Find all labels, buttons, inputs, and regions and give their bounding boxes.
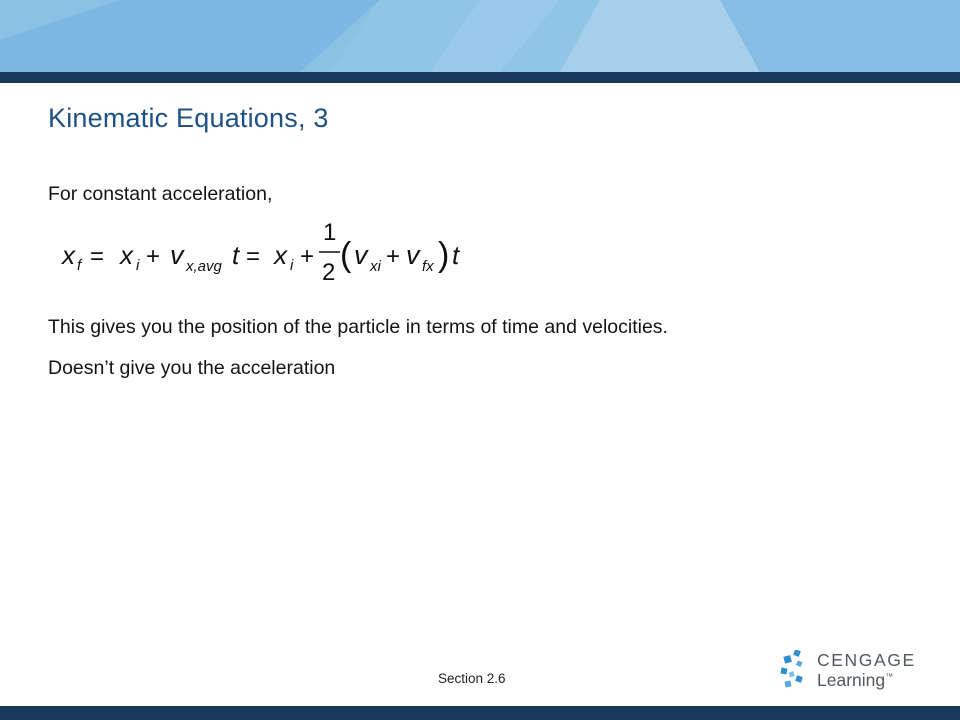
- eq-t-symbol: t: [452, 240, 460, 270]
- eq-t-symbol: t: [232, 240, 240, 270]
- slide-title: Kinematic Equations, 3: [48, 103, 329, 133]
- logo-learning-text: Learning: [817, 670, 886, 690]
- eq-equals-2: =: [246, 243, 261, 270]
- cengage-mark-icon: [780, 650, 810, 690]
- acceleration-note: Doesn’t give you the acceleration: [48, 357, 336, 379]
- eq-v-symbol: v: [170, 240, 184, 270]
- banner-graphic: [0, 0, 960, 72]
- eq-plus-3: +: [386, 243, 401, 270]
- intro-text: For constant acceleration,: [48, 183, 273, 205]
- eq-fraction-numerator: 1: [323, 219, 337, 246]
- logo-wordmark-top: CENGAGE: [817, 650, 916, 670]
- footer-bar: [0, 706, 960, 720]
- eq-f-subscript: f: [77, 257, 82, 274]
- eq-equals-1: =: [90, 243, 105, 270]
- eq-left-paren: (: [340, 236, 352, 274]
- eq-i-subscript: i: [136, 257, 140, 274]
- eq-xi-subscript: xi: [370, 258, 381, 275]
- header-banner: [0, 0, 960, 72]
- cengage-learning-logo: [780, 648, 930, 692]
- eq-x-symbol: x: [62, 240, 75, 270]
- logo-wordmark-bottom: [817, 670, 893, 691]
- eq-right-paren: ): [438, 236, 450, 274]
- eq-fraction-denominator: 2: [322, 259, 336, 286]
- eq-x-symbol: x: [120, 240, 133, 270]
- eq-i-subscript: i: [290, 257, 294, 274]
- eq-plus-2: +: [300, 243, 315, 270]
- eq-plus-1: +: [146, 243, 161, 270]
- eq-xavg-subscript: x,avg: [186, 258, 222, 275]
- eq-x-symbol: x: [274, 240, 287, 270]
- position-description: This gives you the position of the particle in terms of time and velocities.: [48, 316, 668, 338]
- eq-v-symbol: v: [354, 240, 368, 270]
- trademark-symbol: ™: [885, 672, 894, 682]
- eq-v-symbol: v: [406, 240, 420, 270]
- kinematic-equation: [60, 218, 480, 288]
- header-rule: [0, 72, 960, 83]
- section-label: Section 2.6: [438, 671, 506, 686]
- eq-fx-subscript: fx: [422, 258, 434, 275]
